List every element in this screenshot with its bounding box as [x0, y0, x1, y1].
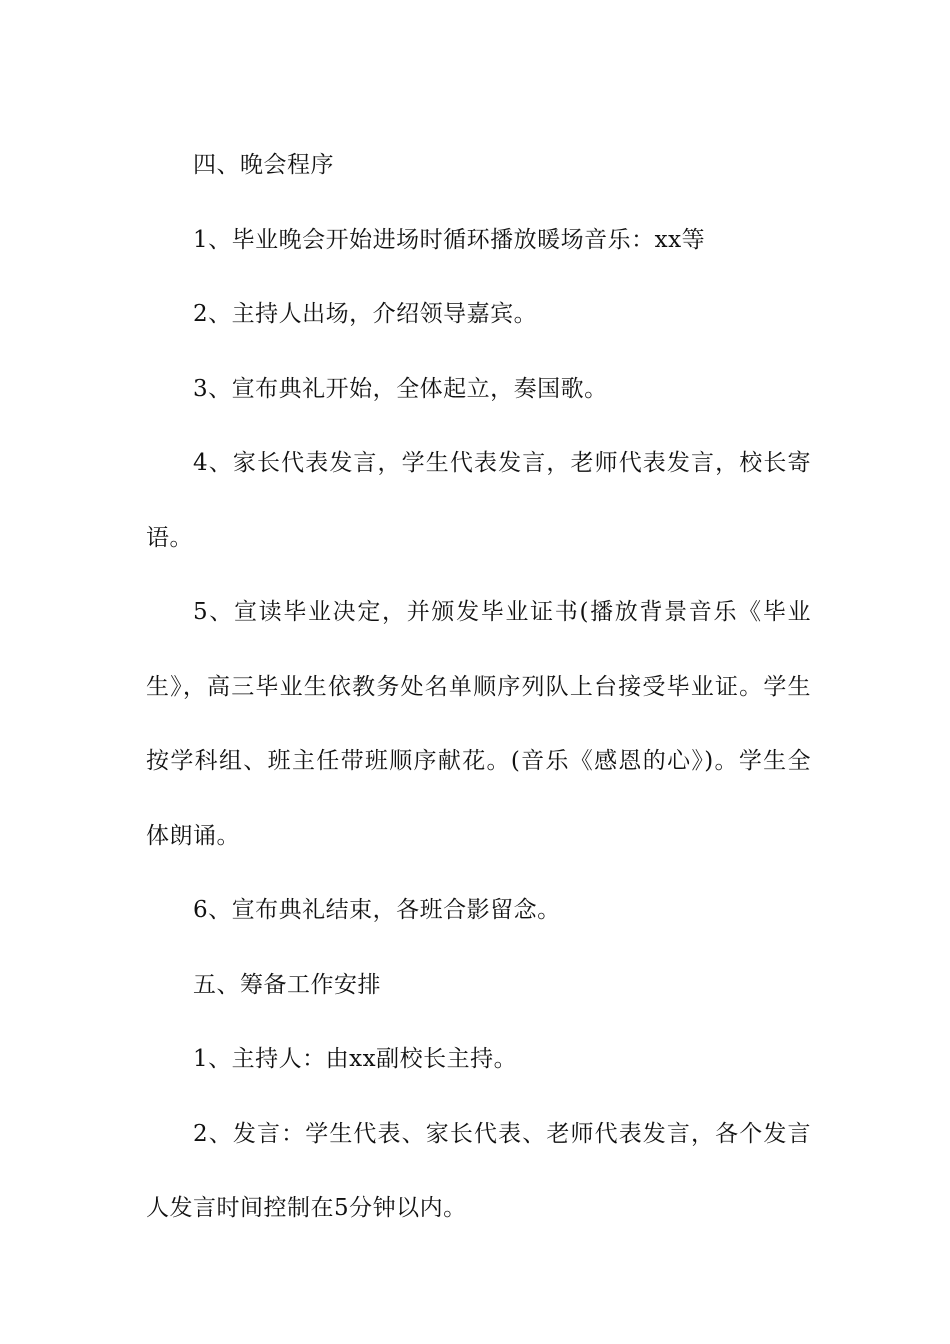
- program-item-2: 2、主持人出场，介绍领导嘉宾。: [193, 301, 538, 327]
- preparation-item-1: 1、主持人：由xx副校长主持。: [193, 1046, 518, 1072]
- document-body: [146, 128, 811, 1246]
- program-item-1: 1、毕业晚会开始进场时循环播放暖场音乐：xx等: [193, 226, 706, 253]
- program-item-4: 4、家长代表发言，学生代表发言，老师代表发言，校长寄语。: [146, 450, 811, 551]
- section-heading-preparation: 五、筹备工作安排: [193, 971, 381, 998]
- preparation-item-2: 2、发言：学生代表、家长代表、老师代表发言，各个发言人发言时间控制在5分钟以内。: [146, 1120, 811, 1221]
- program-item-5: 5、宣读毕业决定，并颁发毕业证书(播放背景音乐《毕业生》，高三毕业生依教务处名单顺序列队上台接受毕业证。学生按学科组、班主任带班顺序献花。(音乐《感恩的心》)。学生全体朗诵。: [146, 599, 811, 849]
- program-item-3: 3、宣布典礼开始，全体起立，奏国歌。: [193, 375, 608, 402]
- section-heading-program: 四、晚会程序: [193, 152, 334, 178]
- program-item-6: 6、宣布典礼结束，各班合影留念。: [193, 897, 561, 923]
